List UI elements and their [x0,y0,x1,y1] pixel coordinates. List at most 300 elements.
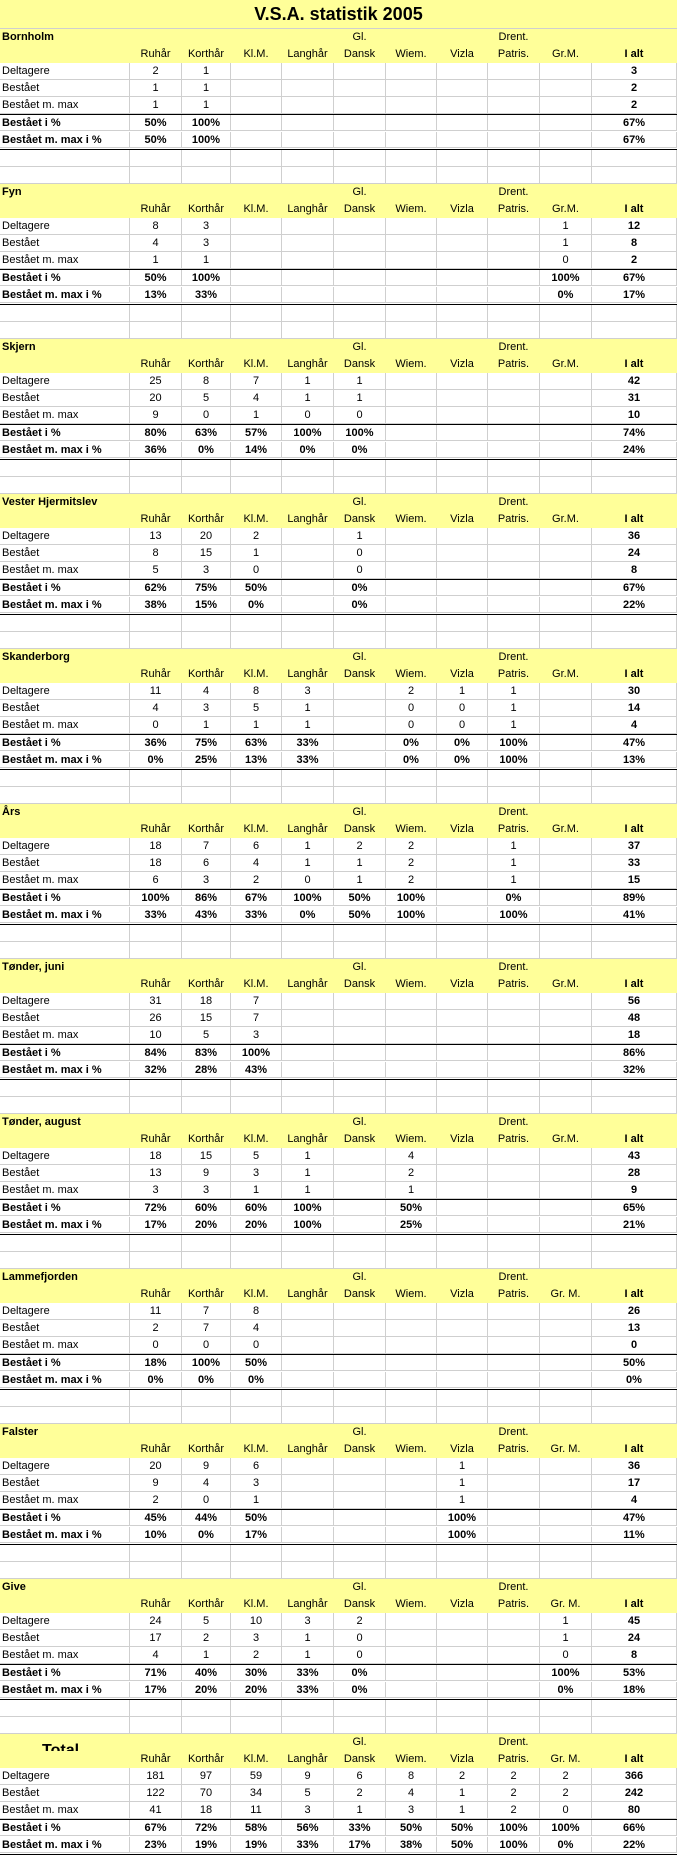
empty-cell [334,1097,386,1114]
empty-cell [130,1390,182,1407]
data-row [0,855,677,872]
data-cell [488,442,540,458]
data-cell [540,1045,592,1061]
data-cell [540,1355,592,1371]
section-name: Tønder, juni [0,959,130,976]
data-cell: 28% [182,1062,231,1078]
data-cell [488,528,540,545]
empty-cell [282,1252,334,1269]
data-cell [488,580,540,596]
empty-cell [592,632,677,649]
data-cell: 4 [130,1647,182,1664]
row-label: Bestået m. max [0,1337,130,1354]
empty-cell [592,322,677,339]
data-cell [540,1527,592,1543]
row-label: Bestået [0,1630,130,1647]
data-cell [334,1320,386,1337]
empty-cell [488,942,540,959]
data-cell: 1 [540,1630,592,1647]
data-cell: 0 [386,700,437,717]
column-header: Langhår [282,511,334,528]
data-cell: 366 [592,1768,677,1785]
column-header-top: Gl. [334,1579,386,1596]
data-row [0,1613,677,1630]
data-cell: 15% [182,597,231,613]
column-header-top [130,339,182,356]
empty-cell [334,1545,386,1562]
empty-cell [437,1545,488,1562]
column-header: Wiem. [386,356,437,373]
data-cell: 0% [386,735,437,751]
empty-cell [282,305,334,322]
empty-cell [130,1252,182,1269]
data-cell [488,1148,540,1165]
data-cell: 17% [334,1837,386,1853]
spacer-row [0,1545,677,1562]
data-cell [334,1148,386,1165]
empty-cell [334,477,386,494]
row-label: Bestået m. max i % [0,132,130,148]
data-cell [437,1355,488,1371]
data-cell: 1 [282,373,334,390]
column-header-top: Gl. [334,494,386,511]
column-header: Dansk [334,976,386,993]
data-cell: 18 [130,1148,182,1165]
data-cell [334,717,386,734]
data-cell: 18% [130,1355,182,1371]
column-header-top [386,1269,437,1286]
data-cell: 181 [130,1768,182,1785]
column-header-top [437,1579,488,1596]
data-cell [334,1303,386,1320]
column-header: Langhår [282,976,334,993]
column-header-top [282,804,334,821]
data-row [0,1527,677,1545]
empty-cell [130,1562,182,1579]
empty-cell [0,1080,130,1097]
data-cell: 0 [334,545,386,562]
data-row [0,683,677,700]
row-label: Bestået m. max i % [0,442,130,458]
data-cell: 2 [386,855,437,872]
data-cell [282,1027,334,1044]
column-header: Patris. [488,666,540,683]
data-cell: 8 [182,373,231,390]
empty-cell [437,925,488,942]
data-cell [540,717,592,734]
data-cell: 2 [592,97,677,114]
total-section [0,1734,677,1855]
column-header-top: Gl. [334,29,386,46]
empty-cell [540,1252,592,1269]
section-header-row [0,804,677,821]
column-header-top: Gl. [334,1114,386,1131]
data-cell [334,132,386,148]
data-cell [488,1182,540,1199]
data-cell: 37 [592,838,677,855]
empty-cell [282,1097,334,1114]
data-cell [437,890,488,906]
column-header-top [437,1269,488,1286]
data-cell [437,528,488,545]
sections-container [0,29,677,1734]
data-cell: 1 [182,252,231,269]
data-cell: 3 [182,700,231,717]
row-label: Bestået m. max i % [0,1837,130,1853]
data-cell [334,683,386,700]
data-cell: 19% [231,1837,282,1853]
data-cell [334,63,386,80]
data-cell: 53% [592,1665,677,1681]
data-cell: 13% [130,287,182,303]
data-cell [282,287,334,303]
data-cell: 26 [130,1010,182,1027]
data-cell [540,752,592,768]
data-cell [540,1010,592,1027]
data-cell: 1 [437,1802,488,1819]
column-header-top [282,1579,334,1596]
data-cell: 0% [437,752,488,768]
data-cell: 1 [231,407,282,424]
empty-cell [282,942,334,959]
data-cell [386,1010,437,1027]
data-cell: 34 [231,1785,282,1802]
column-header-top: Drent. [488,804,540,821]
column-header: Gr. M. [540,1596,592,1613]
column-header-top [540,339,592,356]
data-cell [540,1492,592,1509]
data-cell: 0% [282,907,334,923]
row-label: Bestået m. max i % [0,1527,130,1543]
column-header [0,1131,130,1148]
data-cell: 86% [592,1045,677,1061]
data-cell: 80% [130,425,182,441]
column-header-top [540,29,592,46]
column-header: Wiem. [386,1751,437,1768]
data-row [0,1647,677,1664]
empty-cell [540,1080,592,1097]
data-cell: 10 [231,1613,282,1630]
row-label: Deltagere [0,1768,130,1785]
column-header-top: Drent. [488,339,540,356]
column-header-top [130,959,182,976]
data-cell: 38% [386,1837,437,1853]
data-cell: 1 [282,838,334,855]
empty-cell [231,1252,282,1269]
row-label: Bestået i % [0,1665,130,1681]
empty-cell [488,1407,540,1424]
data-cell: 5 [231,1148,282,1165]
row-label: Bestået m. max [0,1802,130,1819]
empty-cell [0,150,130,167]
column-header [0,201,130,218]
data-cell: 44% [182,1510,231,1526]
column-header-top [182,804,231,821]
column-header-row [0,1286,677,1303]
data-cell [386,63,437,80]
column-header: Ruhår [130,1751,182,1768]
data-cell [334,1182,386,1199]
data-row [0,1802,677,1819]
data-cell [386,1337,437,1354]
column-header-top [592,1269,677,1286]
data-cell: 1 [334,528,386,545]
data-cell: 43% [231,1062,282,1078]
empty-cell [231,150,282,167]
column-header: Patris. [488,1131,540,1148]
spacer-row [0,770,677,787]
data-cell: 1 [437,1458,488,1475]
empty-cell [592,1562,677,1579]
data-cell [282,1337,334,1354]
data-cell: 5 [182,390,231,407]
empty-cell [182,1080,231,1097]
empty-cell [386,167,437,184]
empty-cell [334,1562,386,1579]
data-cell [386,1475,437,1492]
data-cell: 50% [130,115,182,131]
data-cell: 0 [130,717,182,734]
column-header: Korthår [182,1441,231,1458]
empty-cell [592,1235,677,1252]
empty-cell [231,1390,282,1407]
column-header: Vizla [437,976,488,993]
row-label: Bestået m. max i % [0,287,130,303]
data-cell [488,1613,540,1630]
data-cell: 8 [130,545,182,562]
data-cell: 47% [592,735,677,751]
column-header: Korthår [182,821,231,838]
data-cell: 2 [334,838,386,855]
data-cell: 67% [231,890,282,906]
data-cell: 58% [231,1820,282,1836]
spacer-row [0,150,677,167]
column-header-top [231,649,282,666]
data-cell: 0% [334,597,386,613]
column-header: I alt [592,46,677,63]
empty-cell [386,322,437,339]
empty-cell [386,1700,437,1717]
data-cell [540,1337,592,1354]
data-cell [334,252,386,269]
empty-cell [592,1390,677,1407]
data-row [0,1837,677,1855]
column-header: I alt [592,1131,677,1148]
data-cell: 242 [592,1785,677,1802]
column-header: Dansk [334,46,386,63]
column-header-top [231,494,282,511]
data-cell [282,1372,334,1388]
data-cell: 2 [130,1320,182,1337]
data-cell [437,1372,488,1388]
column-header: Patris. [488,1751,540,1768]
data-cell [488,63,540,80]
data-cell [334,735,386,751]
column-header: I alt [592,511,677,528]
column-header: Patris. [488,46,540,63]
empty-cell [130,167,182,184]
column-header-top [540,1269,592,1286]
column-header: Gr.M. [540,46,592,63]
data-cell [231,115,282,131]
empty-cell [540,925,592,942]
data-cell [488,1165,540,1182]
data-row [0,1768,677,1785]
data-cell: 36% [130,442,182,458]
row-label: Bestået i % [0,1200,130,1216]
column-header-top [386,184,437,201]
column-header-top [130,1579,182,1596]
data-cell: 1 [282,1647,334,1664]
data-cell: 1 [540,1613,592,1630]
row-label: Deltagere [0,218,130,235]
data-cell: 0% [130,1372,182,1388]
empty-cell [437,460,488,477]
data-cell: 100% [540,1665,592,1681]
row-label: Bestået [0,1475,130,1492]
empty-cell [437,770,488,787]
data-cell: 24 [592,1630,677,1647]
data-cell: 65% [592,1200,677,1216]
row-label: Bestået [0,1785,130,1802]
data-cell: 1 [334,373,386,390]
column-header: Wiem. [386,821,437,838]
data-cell: 100% [540,1820,592,1836]
data-row [0,562,677,579]
column-header-top [540,1579,592,1596]
data-row [0,1630,677,1647]
column-header: Vizla [437,1286,488,1303]
data-cell: 0 [182,407,231,424]
data-cell [488,1475,540,1492]
data-cell [488,1510,540,1526]
data-cell: 100% [488,1820,540,1836]
empty-cell [182,460,231,477]
data-cell: 9 [182,1458,231,1475]
column-header: Kl.M. [231,46,282,63]
data-cell: 8 [130,218,182,235]
column-header-top [437,339,488,356]
row-label: Bestået [0,855,130,872]
empty-cell [0,1407,130,1424]
column-header-top [282,1114,334,1131]
empty-cell [182,1717,231,1734]
data-cell: 20% [231,1682,282,1698]
data-cell [231,80,282,97]
column-header: Dansk [334,666,386,683]
column-header-top: Gl. [334,1734,386,1751]
empty-cell [130,615,182,632]
data-cell [282,1062,334,1078]
empty-cell [592,1252,677,1269]
empty-cell [334,1252,386,1269]
data-cell: 100% [282,1200,334,1216]
column-header-top [540,1114,592,1131]
column-header: Gr. M. [540,1751,592,1768]
data-cell [334,1492,386,1509]
data-cell [282,115,334,131]
column-header: Patris. [488,976,540,993]
column-header-top [231,804,282,821]
data-cell [488,132,540,148]
data-row [0,373,677,390]
column-header-top: Drent. [488,959,540,976]
column-header: Gr.M. [540,976,592,993]
empty-cell [334,770,386,787]
data-cell: 4 [231,855,282,872]
data-cell: 50% [130,132,182,148]
column-header-top [540,804,592,821]
data-cell [386,1665,437,1681]
spacer-row [0,1097,677,1114]
empty-cell [488,477,540,494]
column-header: Wiem. [386,1441,437,1458]
column-header-top [130,649,182,666]
section-header-row [0,1114,677,1131]
empty-cell [282,1235,334,1252]
data-cell: 1 [386,1182,437,1199]
data-cell: 0% [182,1527,231,1543]
data-row [0,734,677,752]
data-cell: 2 [386,872,437,889]
data-cell: 1 [437,1492,488,1509]
data-cell: 47% [592,1510,677,1526]
empty-cell [282,1700,334,1717]
data-cell: 5 [182,1613,231,1630]
empty-cell [182,322,231,339]
data-cell: 75% [182,580,231,596]
empty-cell [231,925,282,942]
column-header: Wiem. [386,1131,437,1148]
data-cell [334,218,386,235]
data-cell [437,425,488,441]
column-header-top [592,184,677,201]
spacer-row [0,787,677,804]
empty-cell [592,787,677,804]
empty-cell [540,322,592,339]
data-cell: 67% [592,115,677,131]
column-header: Dansk [334,511,386,528]
data-cell: 8 [592,562,677,579]
empty-cell [282,1390,334,1407]
data-cell [540,442,592,458]
data-cell: 20 [130,390,182,407]
column-header: Korthår [182,1751,231,1768]
empty-cell [0,632,130,649]
column-header: Vizla [437,666,488,683]
data-cell: 24 [592,545,677,562]
data-cell: 1 [488,683,540,700]
data-cell [437,407,488,424]
data-cell [488,1630,540,1647]
data-cell: 2 [592,80,677,97]
column-header-row [0,1596,677,1613]
column-header: Korthår [182,666,231,683]
column-header-top [592,1734,677,1751]
data-cell: 17% [130,1217,182,1233]
row-label: Bestået [0,235,130,252]
data-cell [334,1045,386,1061]
section-header-row [0,339,677,356]
column-header: Gr.M. [540,1131,592,1148]
data-cell [488,1355,540,1371]
data-cell: 14% [231,442,282,458]
column-header: Kl.M. [231,976,282,993]
empty-cell [592,1097,677,1114]
column-header: Langhår [282,1596,334,1613]
region-section [0,1579,677,1734]
column-header-top [282,959,334,976]
